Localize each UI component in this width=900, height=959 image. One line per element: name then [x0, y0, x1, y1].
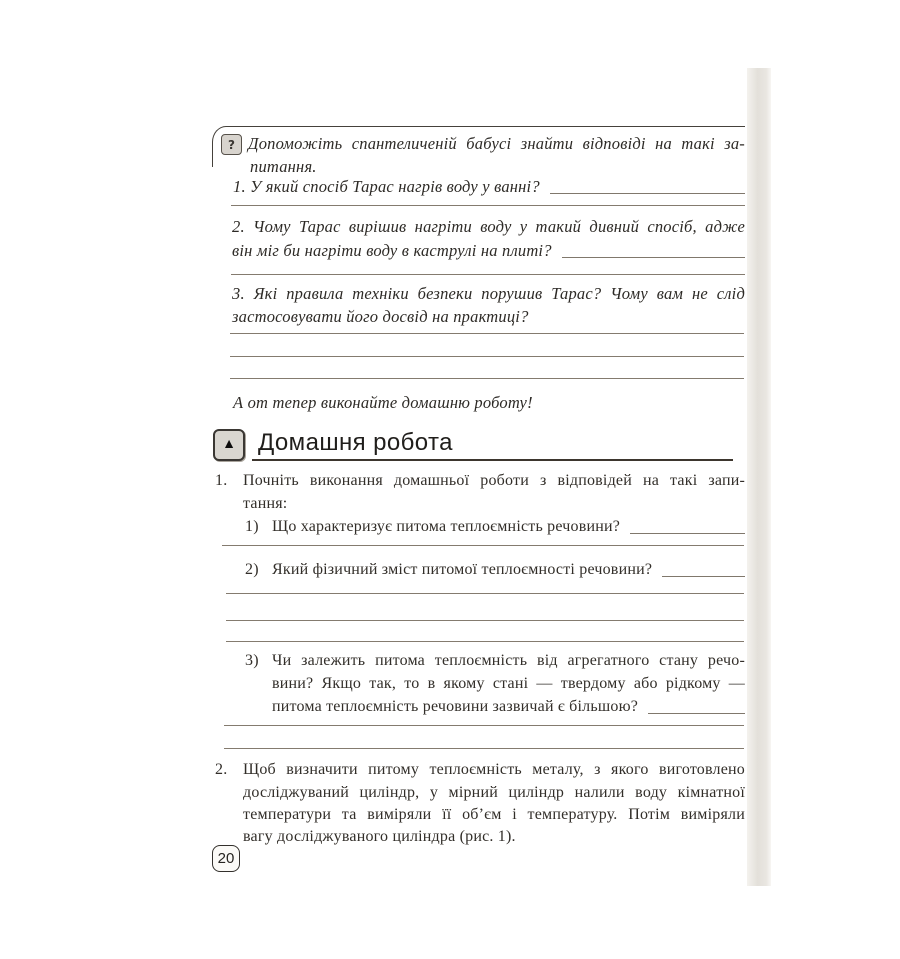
page-number-badge: 20 [212, 845, 240, 872]
question-1-line [233, 177, 745, 197]
item-2-marker: 2. [215, 761, 228, 778]
item-2-line-1: Щоб визначити питому теплоємність металу, з якого виготовлено [243, 761, 745, 778]
homework-item-2 [215, 760, 745, 780]
sub-question-1 [245, 517, 745, 537]
callout-text: А от тепер виконайте домашню роботу! [233, 393, 533, 412]
sub-question-1-marker: 1) [245, 518, 259, 535]
answer-blank [230, 356, 744, 357]
answer-blank [230, 378, 744, 379]
answer-blank [550, 193, 745, 194]
item-1-line-1: Почніть виконання домашньої роботи з відповідей на такі запи- [243, 472, 745, 489]
triangle-icon: ▲ [213, 429, 245, 461]
sub-question-2 [245, 560, 745, 580]
answer-blank [662, 576, 745, 577]
item-2-line-4: вагу досліджуваного циліндра (рис. 1). [243, 828, 516, 845]
answer-blank [226, 620, 744, 621]
section-title-underline [252, 459, 733, 461]
page-edge-shadow [747, 68, 771, 886]
question-mark-icon: ? [221, 134, 242, 155]
answer-blank [224, 725, 744, 726]
item-2-line-3: температури та виміряли її об’єм і температуру. Потім виміряли [243, 806, 745, 823]
question-intro-line-2: питання. [250, 157, 317, 176]
item-1-marker: 1. [215, 472, 228, 489]
answer-blank [630, 533, 745, 534]
sub-question-2-text: Який фізичний зміст питомої теплоємності речовини? [272, 561, 653, 578]
question-2-line-1: 2. Чому Тарас вирішив нагріти воду у такий дивний спосіб, адже [232, 217, 745, 236]
answer-blank [648, 713, 745, 714]
answer-blank [230, 333, 744, 334]
answer-blank [231, 205, 745, 206]
question-3-line-2: застосовувати його досвід на практиці? [232, 307, 529, 326]
question-2-line-2 [232, 241, 745, 261]
sub-question-3 [245, 651, 745, 671]
homework-section-title: Домашня робота [258, 429, 453, 456]
answer-blank [226, 593, 744, 594]
question-1-text: 1. У який спосіб Тарас нагрів воду у ванні? [233, 177, 540, 196]
question-3-line-1: 3. Які правила техніки безпеки порушив Тарас? Чому вам не слід [232, 284, 745, 303]
item-2-line-2: досліджуваний циліндр, у мірний циліндр налили воду кімнатної [243, 784, 745, 801]
sub-question-3-line-3 [272, 697, 745, 717]
question-intro-line-1: Допоможіть спантеличеній бабусі знайти відповіді на такі за- [248, 134, 745, 153]
answer-blank [226, 641, 744, 642]
sub-question-1-text: Що характеризує питома теплоємність речовини? [272, 518, 621, 535]
answer-blank [224, 748, 744, 749]
question-2-text: він міг би нагріти воду в каструлі на плиті? [232, 241, 552, 260]
sub-question-3-line-2: вини? Якщо так, то в якому стані — твердому або рідкому — [272, 675, 745, 692]
sub-question-3-line-1: Чи залежить питома теплоємність від агрегатного стану речо- [272, 652, 745, 669]
homework-item-1 [215, 471, 745, 491]
sub-question-2-marker: 2) [245, 561, 259, 578]
sub-question-3-text: питома теплоємність речовини зазвичай є більшою? [272, 698, 639, 715]
answer-blank [231, 274, 745, 275]
sub-question-3-marker: 3) [245, 652, 259, 669]
item-1-line-2: тання: [243, 495, 288, 512]
answer-blank [562, 257, 745, 258]
answer-blank [222, 545, 744, 546]
